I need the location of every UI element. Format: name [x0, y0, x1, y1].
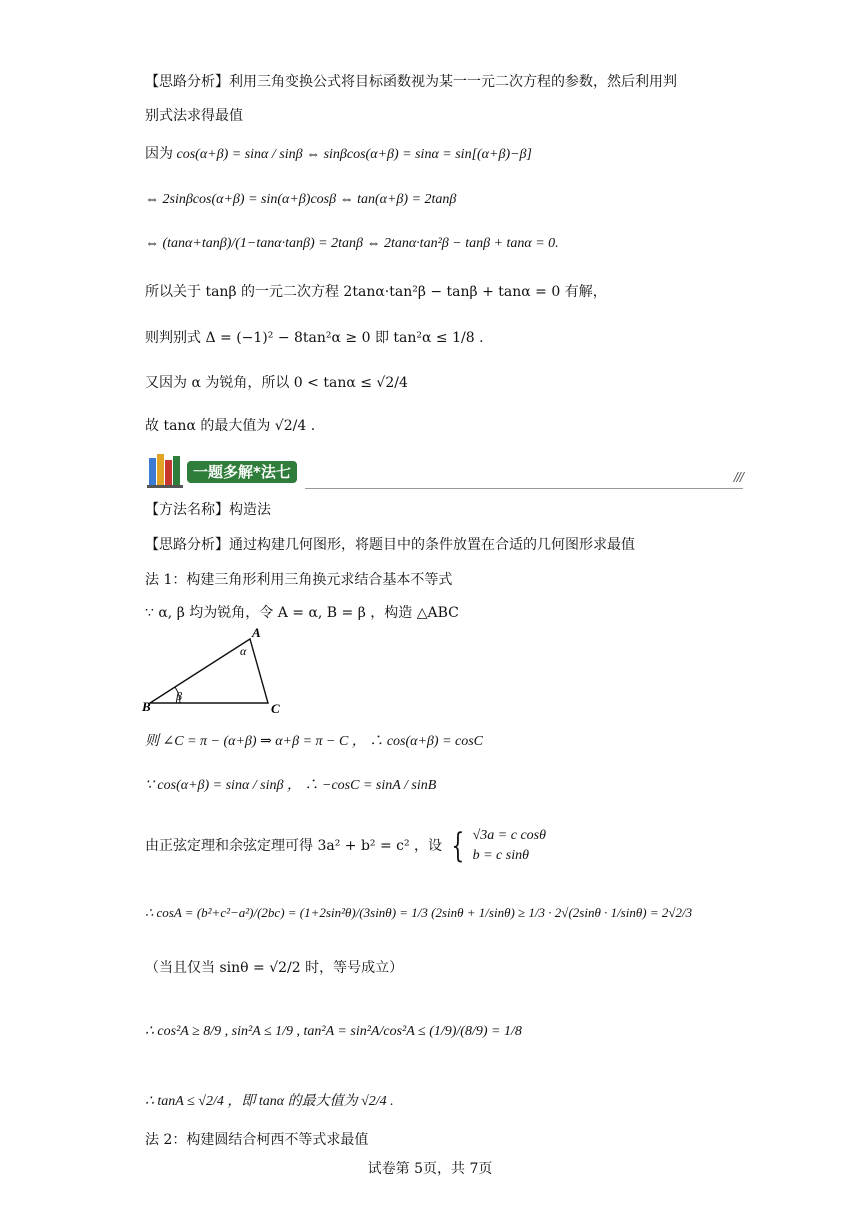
substitution-eq-2: b = c sinθ [472, 848, 529, 863]
substitution-line [145, 826, 546, 866]
banner-title: 一题多解*法七 [187, 461, 297, 483]
vertex-a-label: A [252, 625, 261, 640]
books-icon [145, 452, 185, 490]
tan-squared-bound: ∴ cos²A ≥ 8/9 , sin²A ≤ 1/9 , tan²A = sin²A/cos²A ≤ (1/9)/(8/9) = 1/8 [145, 1024, 522, 1039]
tan-a-conclusion: ∴ tanA ≤ √2/4 ，即 tanα 的最大值为 √2/4 . [145, 1094, 394, 1109]
equality-condition: （当且仅当 sinθ = √2/2 时，等号成立） [145, 960, 404, 976]
equation-line-2: ⇔ 2sinβcos(α+β) = sin(α+β)cosβ ⇔ tan(α+β) = 2tanβ [145, 192, 457, 207]
max-value-statement: 故 tanα 的最大值为 √2/4 . [145, 418, 316, 434]
method-name: 【方法名称】构造法 [145, 502, 271, 518]
cos-c-relation: ∵ cos(α+β) = sinα / sinβ ， ∴ −cosC = sinA / sinB [145, 778, 437, 793]
quadratic-statement: 所以关于 tanβ 的一元二次方程 2tanα·tan²β − tanβ + tanα = 0 有解， [145, 284, 607, 300]
analysis-paragraph-line2: 别式法求得最值 [145, 108, 243, 124]
vertex-c-label: C [271, 701, 280, 716]
brace-symbol: { [450, 826, 464, 866]
method-1-title: 法 1：构建三角形利用三角换元求结合基本不等式 [145, 572, 453, 588]
angle-alpha-label: α [240, 644, 247, 658]
triangle-setup: ∵ α, β 均为锐角，令 A = α, B = β ，构造 △ABC [145, 605, 459, 621]
method-2-title: 法 2：构建圆结合柯西不等式求最值 [145, 1132, 369, 1148]
slash-mark-icon: /// [733, 470, 743, 484]
banner-rule [305, 488, 743, 489]
triangle-diagram [140, 625, 300, 717]
cos-a-inequality: ∴ cosA = (b²+c²−a²)/(2bc) = (1+2sin²θ)/(3sinθ) = 1/3 (2sinθ + 1/sinθ) ≥ 1/3 · 2√(2sinθ · 1/sinθ) = 2√2/3 [145, 905, 693, 920]
triangle-abc [150, 639, 268, 703]
law-statement: 由正弦定理和余弦定理可得 3a² + b² = c² ，设 [145, 838, 443, 854]
substitution-system [473, 826, 546, 866]
equation-line-1 [145, 145, 532, 165]
substitution-eq-1: √3a = c cosθ [472, 828, 546, 843]
method-banner [145, 452, 743, 490]
acute-angle-statement: 又因为 α 为锐角，所以 0 < tanα ≤ √2/4 [145, 375, 408, 391]
equation-line-3: ⇔ (tanα+tanβ)/(1−tanα·tanβ) = 2tanβ ⇔ 2tanα·tan²β − tanβ + tanα = 0. [145, 236, 559, 251]
method-analysis: 【思路分析】通过构建几何图形，将题目中的条件放置在合适的几何图形求最值 [145, 537, 635, 553]
page-footer: 试卷第 5页，共 7页 [367, 1161, 493, 1177]
equation-prefix: 因为 [145, 147, 173, 162]
angle-c-relation: 则 ∠C = π − (α+β) ⇒ α+β = π − C ， ∴ cos(α+β) = cosC [145, 734, 484, 749]
analysis-paragraph-line1: 【思路分析】利用三角变换公式将目标函数视为某一一元二次方程的参数，然后利用判 [145, 74, 677, 90]
discriminant-statement: 则判别式 Δ = (−1)² − 8tan²α ≥ 0 即 tan²α ≤ 1/8 . [145, 330, 484, 346]
angle-beta-label: β [176, 689, 182, 703]
equation-1: cos(α+β) = sinα / sinβ ⇔ sinβcos(α+β) = sinα = sin[(α+β)−β] [176, 147, 532, 162]
vertex-b-label: B [142, 699, 151, 714]
